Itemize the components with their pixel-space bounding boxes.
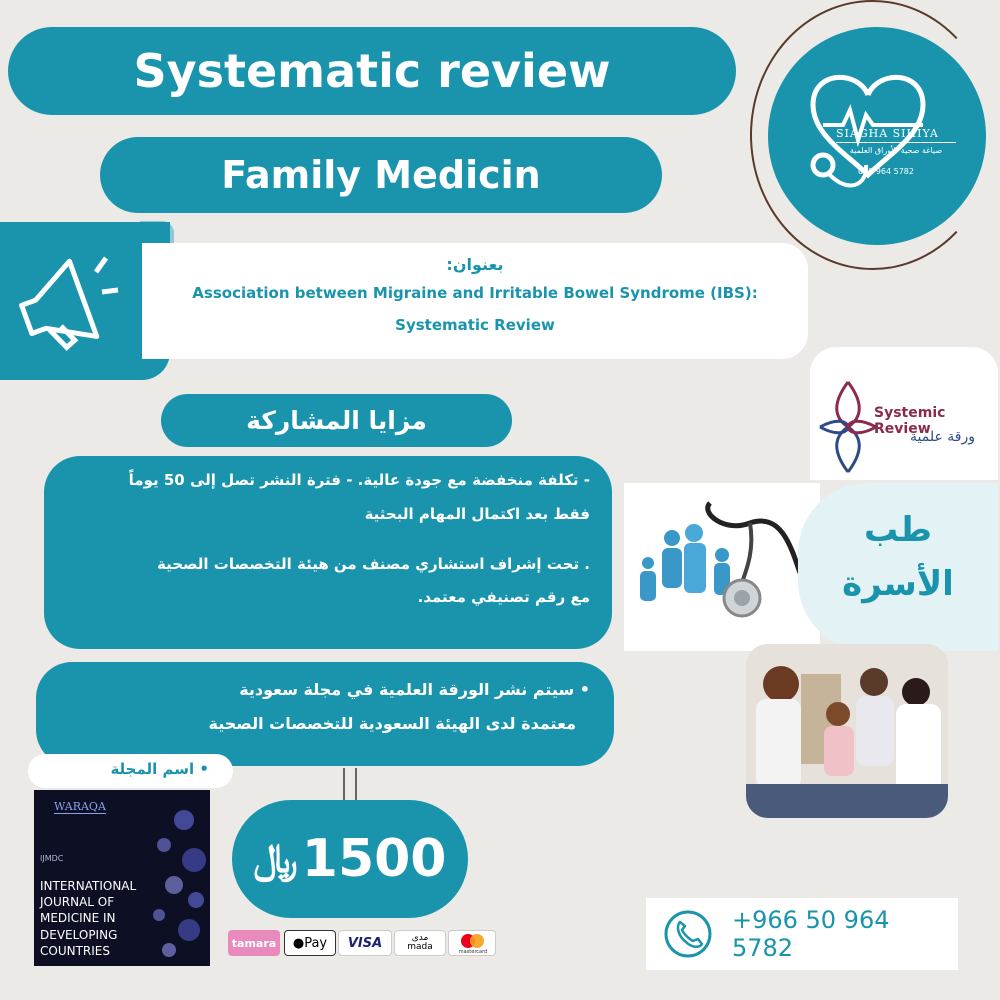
phone-icon [662,908,714,960]
apple-icon: ● [292,935,305,951]
specialty-line-1: طب [863,510,933,550]
benefit-line-2: فقط بعد اكتمال المهام البحثية [364,504,590,523]
title-card-label: بعنوان: [446,255,504,274]
publish-block [36,662,614,766]
journal-code: IJMDC [40,854,64,863]
benefit-line-1: - تكلفة منخفضة مع جودة عالية. - فترة النشر تصل إلى 50 يوماً [128,471,590,489]
logo-underline [836,142,956,143]
doctor-family-photo [746,644,948,818]
publish-line-2: معتمدة لدى الهيئة السعودية للتخصصات الصحية [208,714,576,733]
bubbles-decoration-icon [134,790,210,966]
contact-phone[interactable]: +966 50 964 5782 [731,906,890,962]
mastercard-label: mastercard [458,949,488,955]
logo-brand: SIAGHA SIHIYA [836,127,939,140]
systemic-badge-en: Systemic Review [874,405,946,437]
payment-visa: VISA [338,930,392,956]
benefits-heading-pill [161,394,512,447]
journal-name: INTERNATIONAL JOURNAL OF MEDICINE IN DEVELOPING COUNTRIES [40,879,137,958]
benefit-line-4: مع رقم تصنيفي معتمد. [417,588,590,607]
journal-label: اسم المجلة [110,760,195,778]
benefits-block [44,456,612,649]
logo-tagline: صياغة صحية للأوراق العلمية [849,146,943,155]
paper-title-line2: Systematic Review [395,316,555,334]
currency-symbol: ﷼ [253,836,298,882]
benefit-line-3: . تحت إشراف استشاري مصنف من هيئة التخصصات الصحية [156,554,590,573]
family-stethoscope-icon [630,493,815,638]
title-card [142,243,808,359]
subtitle-pill [100,137,662,213]
title-pill [8,27,736,115]
cross-logo-icon [818,377,878,477]
paper-title-line1: Association between Migraine and Irritable Bowel Syndrome (IBS): [192,284,758,302]
benefits-heading: مزايا المشاركة [246,406,427,435]
systemic-badge-ar: ورقة علمية [910,429,975,445]
systemic-review-badge [810,347,998,480]
price-amount: 1500 [301,829,447,889]
logo-phone: 050 964 5782 [858,167,914,176]
payment-applepay: ● Pay [284,930,336,956]
payment-tamara: tamara [228,930,280,956]
payment-mastercard [448,930,496,956]
megaphone-icon [14,244,124,354]
journal-cover [34,790,210,966]
specialty-card [798,483,998,651]
publish-line-1: • سيتم نشر الورقة العلمية في مجلة سعودية [239,680,590,699]
logo-circle [768,27,986,245]
journal-label-pill [28,754,233,788]
page-title: Systematic review [133,44,611,98]
journal-label-bullet: • [194,760,209,778]
journal-brand: WARAQA [54,800,106,813]
family-image-card [624,483,820,651]
contact-card [646,898,958,970]
specialty-line-2: الأسرة [842,564,954,605]
page-subtitle: Family Medicin [221,153,541,197]
payment-mada: مدى mada [394,930,446,956]
price-tag [232,800,468,918]
